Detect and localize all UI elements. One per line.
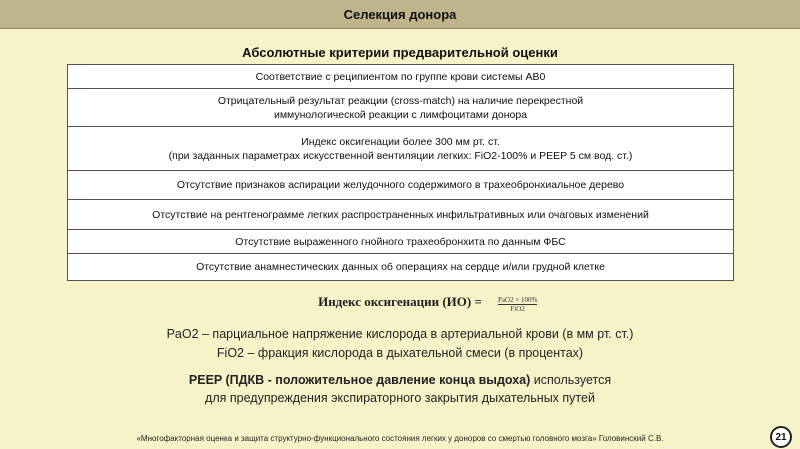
criteria-cell: Отсутствие признаков аспирации желудочного содержимого в трахеобронхиальное дерево [68,171,734,200]
fio2-definition: FiO2 – фракция кислорода в дыхательной смеси (в процентах) [216,346,584,360]
criteria-cell: Отсутствие анамнестических данных об операциях на сердце и/или грудной клетке [68,254,734,281]
pao2-definition: PaO2 – парциальное напряжение кислорода в артериальной крови (в мм рт. ст.) [166,327,634,341]
table-row [68,65,734,89]
slide-title-bar [0,0,800,29]
peep-rest: используется [530,373,612,387]
table-row [68,230,734,254]
table-row [68,254,734,281]
criteria-cell: Отсутствие выраженного гнойного трахеобронхита по данным ФБС [68,230,734,254]
page-number: 21 [775,431,787,443]
peep-purpose: для предупреждения экспираторного закрытия дыхательных путей [205,391,595,405]
criteria-cell: Индекс оксигенации более 300 мм рт. ст. (при заданных параметрах искусственной вентиляции легких: FiO2-100% и PEEP 5 см вод. ст.) [68,127,734,171]
table-row [68,127,734,171]
slide-title: Селекция донора [343,6,457,22]
oxygenation-index-formula: Индекс оксигенации (ИО) = [318,294,482,309]
footer-citation: «Многофакторная оценка и защита структурно-функционального состояния легких у доноров со смертью головного мозга» Головинский С.В. [136,434,664,443]
table-row [68,171,734,200]
table-row [68,89,734,127]
page-number-badge [770,426,792,448]
peep-line [0,373,800,387]
criteria-cell: Отрицательный результат реакции (cross-match) на наличие перекрестной иммунологической реакции с лимфоцитами донора [68,89,734,127]
criteria-cell: Отсутствие на рентгенограмме легких распространенных инфильтративных или очаговых изменений [68,200,734,230]
peep-term: PEEP (ПДКВ - положительное давление конца выдоха) [188,373,531,387]
table-row [68,200,734,230]
formula-numerator: PaO2 × 100% [498,296,538,304]
section-subtitle: Абсолютные критерии предварительной оценки [242,45,558,60]
formula-fraction [498,296,537,313]
criteria-cell: Соответствие с реципиентом по группе крови системы АВ0 [68,65,734,89]
formula-denominator: FiO2 [510,305,525,313]
criteria-table [67,64,734,281]
